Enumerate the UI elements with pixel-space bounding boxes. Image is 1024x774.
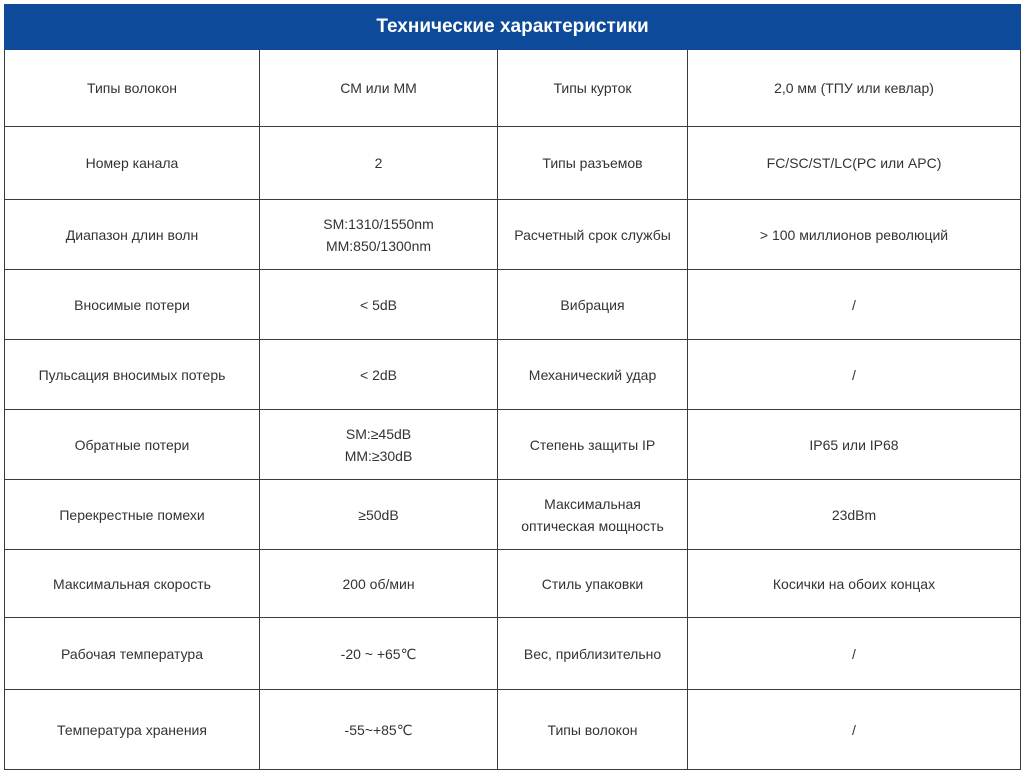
- parameter-label: Максимальная скорость: [5, 550, 260, 618]
- parameter-value: < 2dB: [260, 340, 498, 410]
- parameter-value: < 5dB: [260, 270, 498, 340]
- parameter-label: Степень защиты IP: [498, 410, 688, 480]
- table-title: Технические характеристики: [5, 5, 1021, 50]
- parameter-label: Номер канала: [5, 127, 260, 200]
- parameter-label: Температура хранения: [5, 690, 260, 770]
- parameter-value: /: [688, 270, 1021, 340]
- parameter-value: СМ или ММ: [260, 50, 498, 127]
- parameter-value: ≥50dB: [260, 480, 498, 550]
- parameter-value: 2,0 мм (ТПУ или кевлар): [688, 50, 1021, 127]
- parameter-label: Обратные потери: [5, 410, 260, 480]
- parameter-label: Механический удар: [498, 340, 688, 410]
- parameter-value: 2: [260, 127, 498, 200]
- parameter-value: Косички на обоих концах: [688, 550, 1021, 618]
- label-line: Максимальная: [544, 495, 641, 512]
- value-line: MM:≥30dB: [344, 447, 413, 464]
- table-row: [5, 618, 1021, 690]
- parameter-value: 200 об/мин: [260, 550, 498, 618]
- parameter-label: Вес, приблизительно: [498, 618, 688, 690]
- parameter-value: > 100 миллионов революций: [688, 200, 1021, 270]
- parameter-label: Пульсация вносимых потерь: [5, 340, 260, 410]
- parameter-value: IP65 или IP68: [688, 410, 1021, 480]
- parameter-label: [498, 480, 688, 550]
- parameter-label: Типы разъемов: [498, 127, 688, 200]
- parameter-value: -20 ~ +65℃: [260, 618, 498, 690]
- table-row: [5, 690, 1021, 770]
- parameter-label: Типы курток: [498, 50, 688, 127]
- value-line: MM:850/1300nm: [325, 237, 432, 254]
- parameter-label: Типы волокон: [498, 690, 688, 770]
- parameter-value: 23dBm: [688, 480, 1021, 550]
- table-row: [5, 127, 1021, 200]
- parameter-label: Типы волокон: [5, 50, 260, 127]
- parameter-label: Рабочая температура: [5, 618, 260, 690]
- table-row: [5, 50, 1021, 127]
- parameter-label: Перекрестные помехи: [5, 480, 260, 550]
- parameter-label: Диапазон длин волн: [5, 200, 260, 270]
- parameter-value: /: [688, 618, 1021, 690]
- table-row: [5, 550, 1021, 618]
- label-line: оптическая мощность: [521, 517, 664, 534]
- parameter-value: /: [688, 340, 1021, 410]
- parameter-value: -55~+85℃: [260, 690, 498, 770]
- table-row: [5, 340, 1021, 410]
- parameter-label: Расчетный срок службы: [498, 200, 688, 270]
- parameter-label: Вносимые потери: [5, 270, 260, 340]
- table-row: [5, 270, 1021, 340]
- table-header-row: [5, 5, 1021, 50]
- parameter-label: Стиль упаковки: [498, 550, 688, 618]
- table-row: [5, 200, 1021, 270]
- value-line: SM:≥45dB: [345, 425, 412, 442]
- parameter-value: FC/SC/ST/LC(PC или APC): [688, 127, 1021, 200]
- table-row: [5, 410, 1021, 480]
- parameter-value: /: [688, 690, 1021, 770]
- parameter-value: [260, 410, 498, 480]
- table-row: [5, 480, 1021, 550]
- value-line: SM:1310/1550nm: [323, 215, 434, 232]
- specifications-table: [4, 4, 1021, 770]
- parameter-label: Вибрация: [498, 270, 688, 340]
- parameter-value: [260, 200, 498, 270]
